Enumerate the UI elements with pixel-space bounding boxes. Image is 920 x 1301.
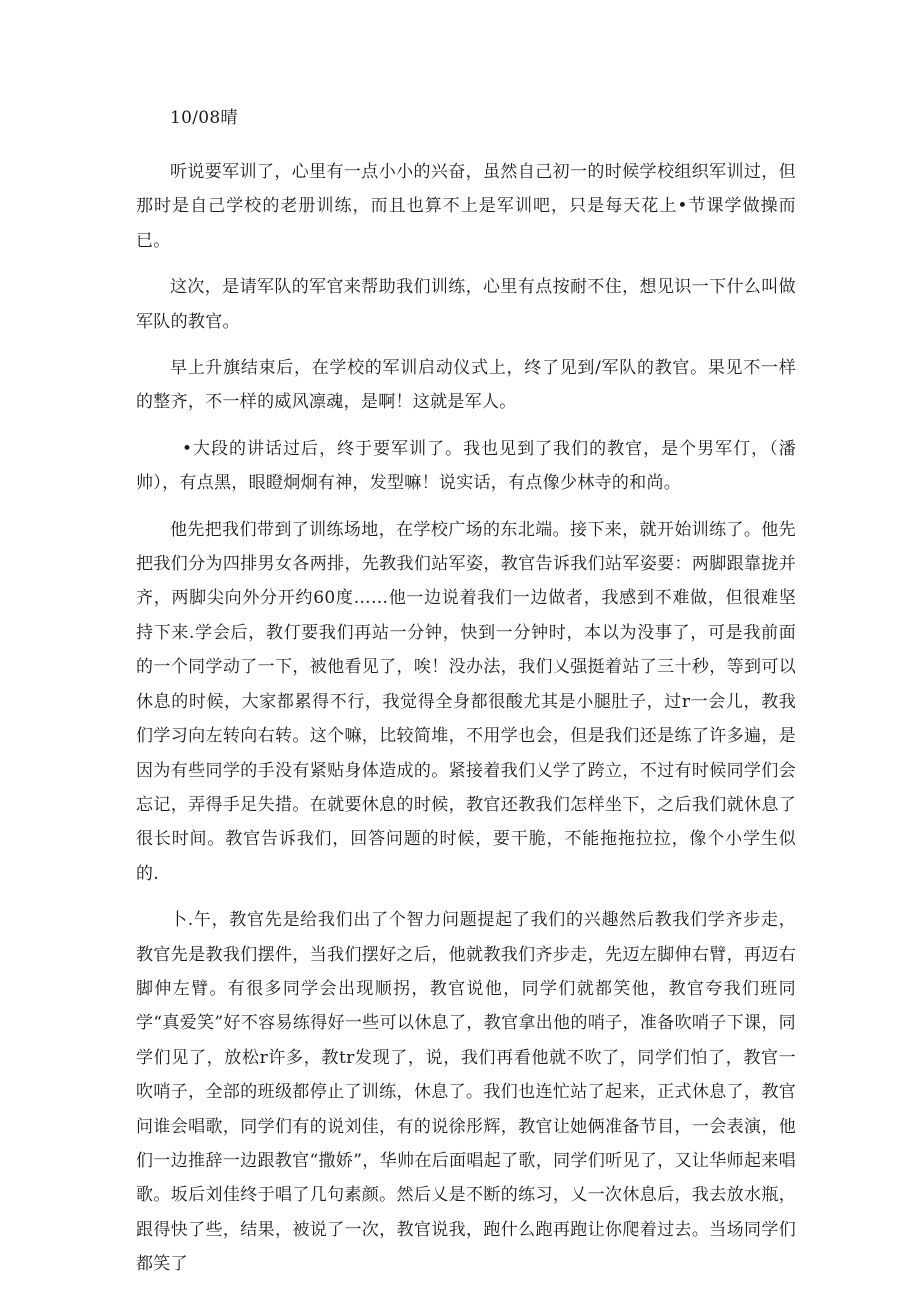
paragraph-5: 他先把我们带到了训练场地，在学校广场的东北端。接下来，就开始训练了。他先把我们分为四排男女各两排，先教我们站军姿，教官告诉我们站军姿要：两脚跟靠拢并齐，两脚尖向外分开约60度……他一边说着我们一边做者，我感到不难做，但很难坚持下来.学会后，教仃要我们再站一分钟，快到一分钟时，本以为没事了，可是我前面的一个同学动了一下，被他看见了，唉！没办法，我们乂强挺着站了三十秒，等到可以休息的时候，大家都累得不行，我觉得全身都很酸尤其是小腿肚子，过r一会儿，教我们学习向左转向右转。这个嘛，比较简堆，不用学也会，但是我们还是练了许多遍，是因为有些同学的手没有紧贴身体造成的。紧接着我们乂学了跨立，不过有时候同学们会忘记，弄得手足失措。在就要休息的时候，教官还教我们怎样坐下，之后我们就休息了很长时间。教官告诉我们，回答问题的时候，要干脆，不能拖拖拉拉，像个小学生似的.	[136, 519, 796, 884]
paragraph-6: 卜.午，教官先是给我们出了个智力问题提起了我们的兴趣然后教我们学齐步走，教官先是教我们摆件，当我们摆好之后，他就教我们齐步走，先迈左脚伸右臂，再迈右脚伸左臂。有很多同学会出现顺拐，教官说他，同学们就都笑他，教官夸我们班同学“真爱笑”好不容易练得好一些可以休息了，教官拿出他的哨子，准备吹哨子下课，同学们见了，放松r许多，教tr发现了，说，我们再看他就不吹了，同学们怕了，教官一吹哨子，全部的班级都停止了训练，休息了。我们也连忙站了起来，正式休息了，教官问谁会唱歌，同学们有的说刘佳，有的说徐彤辉，教官让她俩准备节目，一会表演，他们一边推辞一边跟教官“撒娇”，华帅在后面唱起了歌，同学们听见了，又让华师起来唱歌。坂后刘佳终于唱了几句素颜。然后乂是不断的练习，乂一次休息后，我去放水瓶，跟得快了些，结果，被说了一次，教官说我，跑什么跑再跑让你爬着过去。当场同学们都笑了	[136, 910, 796, 1275]
paragraph-3: 早上升旗结束后，在学校的军训启动仪式上，终了见到/军队的教官。果见不一样的整齐，不一样的威风凛魂，是啊！这就是军人。	[136, 358, 796, 413]
document-body	[136, 104, 796, 1294]
paragraph-2: 这次，是请军队的军官来帮助我们训练，心里有点按耐不住，想见识一下什么叫做军队的教官。	[136, 277, 796, 332]
paragraph-1: 听说要军训了，心里有一点小小的兴奋，虽然自己初一的时候学校组织军训过，但那时是自己学校的老册训练，而且也算不上是军训吧，只是每天花上•节课学做操而已。	[136, 162, 796, 251]
diary-date: 10/08晴	[170, 108, 238, 128]
paragraph-4: •大段的讲话过后，终于要军训了。我也见到了我们的教官，是个男军仃，（潘帅），有点黑，眼瞪炯炯有神，发型嘛！说实话，有点像少林寺的和尚。	[136, 438, 796, 494]
